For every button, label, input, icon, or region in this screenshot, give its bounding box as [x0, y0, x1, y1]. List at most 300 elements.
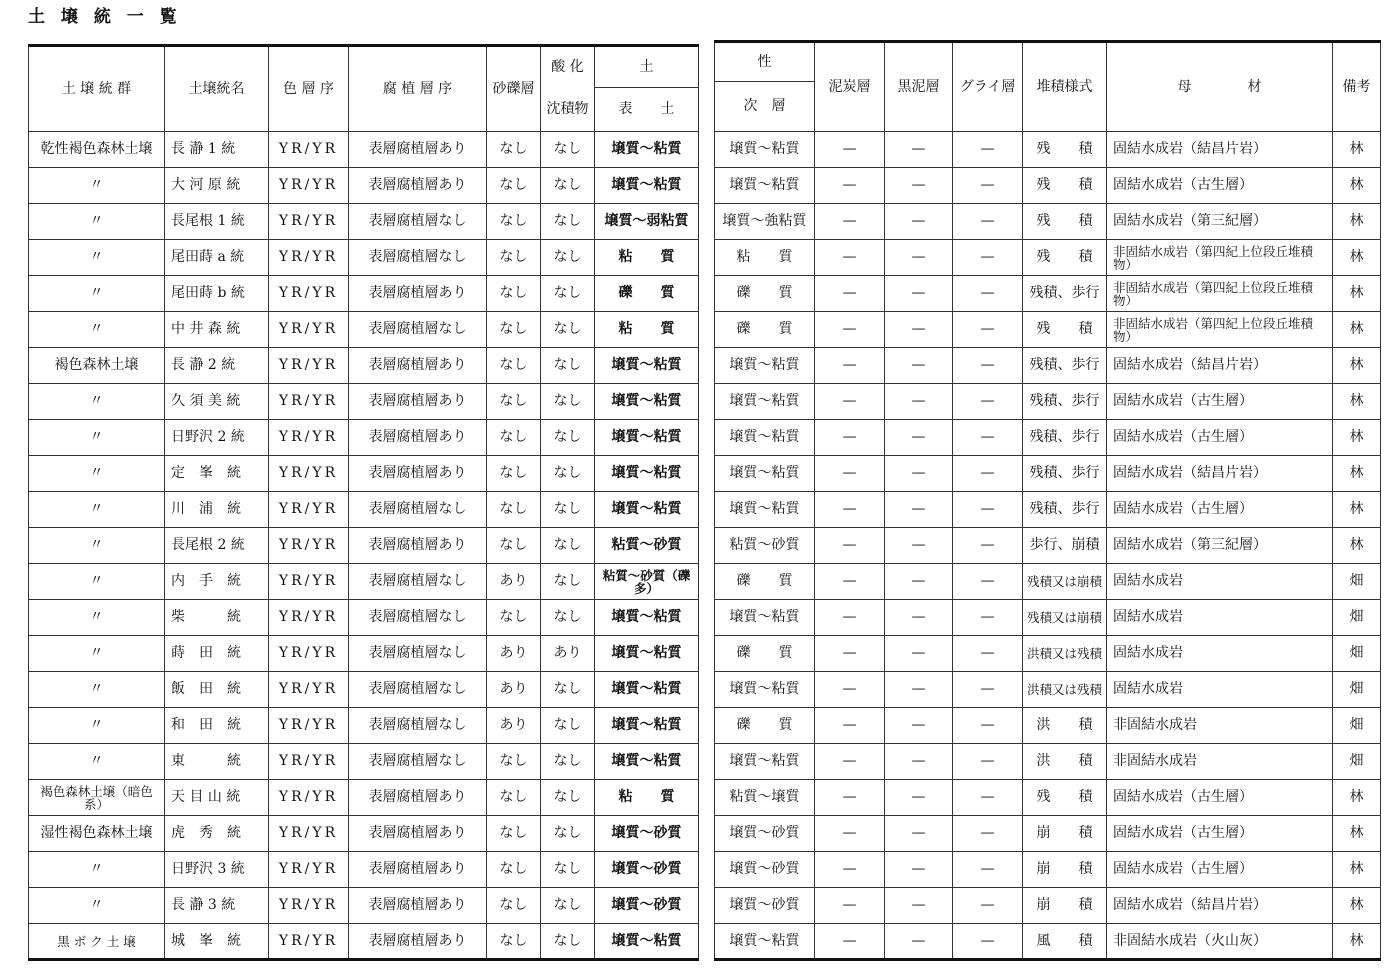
cell-topsoil: 壌質～粘質	[595, 636, 699, 672]
cell-black-mud-layer: —	[885, 528, 953, 564]
cell-oxidation-deposit: なし	[541, 492, 595, 528]
page-title: 土 壌 統 一 覧	[28, 7, 182, 27]
cell-topsoil: 壌質～粘質	[595, 492, 699, 528]
cell-parent-material: 固結水成岩（古生層）	[1107, 852, 1333, 888]
cell-note: 林	[1333, 204, 1381, 240]
cell-topsoil: 壌質～粘質	[595, 132, 699, 168]
table-row	[715, 420, 1381, 456]
cell-series-name: 定 峯 統	[165, 456, 269, 492]
cell-note: 林	[1333, 312, 1381, 348]
cell-humus-sequence: 表層腐植層あり	[349, 924, 487, 960]
cell-note: 林	[1333, 168, 1381, 204]
cell-oxidation-deposit: なし	[541, 240, 595, 276]
cell-deposit-mode: 洪積又は残積	[1023, 672, 1107, 708]
table-row	[29, 564, 699, 600]
right-table-body	[715, 132, 1381, 960]
cell-topsoil: 粘質～砂質（礫多）	[595, 564, 699, 600]
cell-series-name: 長 瀞 2 統	[165, 348, 269, 384]
table-row	[715, 492, 1381, 528]
cell-black-mud-layer: —	[885, 852, 953, 888]
cell-peat-layer: —	[815, 708, 885, 744]
cell-oxidation-deposit: なし	[541, 888, 595, 924]
cell-black-mud-layer: —	[885, 744, 953, 780]
table-row	[29, 636, 699, 672]
cell-topsoil: 壌質～粘質	[595, 708, 699, 744]
cell-gravel-layer: なし	[487, 132, 541, 168]
cell-gley-layer: —	[953, 744, 1023, 780]
cell-deposit-mode: 残積、歩行	[1023, 276, 1107, 312]
cell-subsoil: 壌質～粘質	[715, 492, 815, 528]
cell-soil-group: 〃	[29, 672, 165, 708]
header-deposit-mode: 堆積様式	[1023, 42, 1107, 132]
table-row	[29, 276, 699, 312]
cell-gley-layer: —	[953, 816, 1023, 852]
cell-color-sequence: YR/YR	[269, 456, 349, 492]
cell-soil-group: 〃	[29, 564, 165, 600]
table-row	[29, 312, 699, 348]
cell-color-sequence: YR/YR	[269, 888, 349, 924]
cell-gravel-layer: なし	[487, 888, 541, 924]
cell-subsoil: 壌質～粘質	[715, 744, 815, 780]
cell-gravel-layer: なし	[487, 744, 541, 780]
cell-oxidation-deposit: なし	[541, 276, 595, 312]
cell-subsoil: 壌質～強粘質	[715, 204, 815, 240]
cell-parent-material: 固結水成岩	[1107, 636, 1333, 672]
cell-black-mud-layer: —	[885, 492, 953, 528]
cell-humus-sequence: 表層腐植層なし	[349, 240, 487, 276]
cell-gley-layer: —	[953, 636, 1023, 672]
cell-topsoil: 壌質～砂質	[595, 852, 699, 888]
cell-gley-layer: —	[953, 564, 1023, 600]
cell-oxidation-deposit: なし	[541, 204, 595, 240]
cell-gley-layer: —	[953, 132, 1023, 168]
header-black-mud-layer: 黒泥層	[885, 42, 953, 132]
cell-gravel-layer: なし	[487, 780, 541, 816]
cell-peat-layer: —	[815, 744, 885, 780]
header-humus-sequence: 腐 植 層 序	[349, 46, 487, 132]
cell-black-mud-layer: —	[885, 888, 953, 924]
cell-black-mud-layer: —	[885, 420, 953, 456]
cell-gravel-layer: なし	[487, 168, 541, 204]
cell-topsoil: 壌質～粘質	[595, 600, 699, 636]
table-row	[715, 816, 1381, 852]
cell-subsoil: 粘質～壌質	[715, 780, 815, 816]
cell-deposit-mode: 残積又は崩積	[1023, 600, 1107, 636]
left-table-body	[29, 132, 699, 960]
cell-note: 林	[1333, 888, 1381, 924]
cell-gley-layer: —	[953, 888, 1023, 924]
cell-humus-sequence: 表層腐植層あり	[349, 168, 487, 204]
cell-oxidation-deposit: なし	[541, 348, 595, 384]
header-subsoil: 次 層	[715, 82, 815, 132]
cell-black-mud-layer: —	[885, 132, 953, 168]
cell-soil-group: 〃	[29, 276, 165, 312]
cell-color-sequence: YR/YR	[269, 204, 349, 240]
cell-topsoil: 粘 質	[595, 780, 699, 816]
cell-oxidation-deposit: なし	[541, 456, 595, 492]
cell-topsoil: 粘質～砂質	[595, 528, 699, 564]
cell-note: 林	[1333, 780, 1381, 816]
cell-peat-layer: —	[815, 204, 885, 240]
header-note: 備考	[1333, 42, 1381, 132]
cell-humus-sequence: 表層腐植層なし	[349, 744, 487, 780]
cell-gravel-layer: なし	[487, 492, 541, 528]
cell-series-name: 長尾根 1 統	[165, 204, 269, 240]
cell-topsoil: 礫 質	[595, 276, 699, 312]
table-row	[29, 132, 699, 168]
cell-subsoil: 壌質～粘質	[715, 168, 815, 204]
cell-gravel-layer: あり	[487, 708, 541, 744]
cell-note: 林	[1333, 528, 1381, 564]
cell-humus-sequence: 表層腐植層あり	[349, 528, 487, 564]
cell-deposit-mode: 残 積	[1023, 168, 1107, 204]
table-row	[715, 276, 1381, 312]
cell-subsoil: 礫 質	[715, 708, 815, 744]
cell-series-name: 柴 統	[165, 600, 269, 636]
cell-subsoil: 礫 質	[715, 564, 815, 600]
cell-subsoil: 粘 質	[715, 240, 815, 276]
cell-black-mud-layer: —	[885, 384, 953, 420]
cell-peat-layer: —	[815, 924, 885, 960]
cell-oxidation-deposit: なし	[541, 708, 595, 744]
cell-oxidation-deposit: なし	[541, 852, 595, 888]
cell-subsoil: 壌質～粘質	[715, 348, 815, 384]
cell-topsoil: 壌質～粘質	[595, 456, 699, 492]
cell-gravel-layer: なし	[487, 456, 541, 492]
cell-gravel-layer: なし	[487, 276, 541, 312]
cell-topsoil: 粘 質	[595, 312, 699, 348]
cell-humus-sequence: 表層腐植層あり	[349, 420, 487, 456]
table-row	[715, 384, 1381, 420]
cell-peat-layer: —	[815, 816, 885, 852]
cell-oxidation-deposit: なし	[541, 672, 595, 708]
cell-soil-group: 〃	[29, 204, 165, 240]
table-row	[715, 348, 1381, 384]
table-row	[715, 168, 1381, 204]
cell-parent-material: 固結水成岩（古生層）	[1107, 492, 1333, 528]
table-row	[29, 708, 699, 744]
cell-deposit-mode: 崩 積	[1023, 852, 1107, 888]
cell-parent-material: 非固結水成岩	[1107, 708, 1333, 744]
cell-parent-material: 非固結水成岩（第四紀上位段丘堆積物）	[1107, 276, 1333, 312]
table-row	[29, 600, 699, 636]
cell-humus-sequence: 表層腐植層なし	[349, 672, 487, 708]
cell-deposit-mode: 洪 積	[1023, 744, 1107, 780]
cell-parent-material: 固結水成岩（結昌片岩）	[1107, 132, 1333, 168]
cell-note: 林	[1333, 384, 1381, 420]
cell-parent-material: 固結水成岩（古生層）	[1107, 384, 1333, 420]
cell-soil-group: 〃	[29, 528, 165, 564]
cell-peat-layer: —	[815, 276, 885, 312]
cell-humus-sequence: 表層腐植層あり	[349, 816, 487, 852]
header-soil-top: 土	[595, 46, 699, 88]
table-row	[29, 924, 699, 960]
cell-gravel-layer: なし	[487, 924, 541, 960]
cell-soil-group: 〃	[29, 492, 165, 528]
cell-soil-group: 褐色森林土壌	[29, 348, 165, 384]
table-row	[29, 348, 699, 384]
cell-humus-sequence: 表層腐植層なし	[349, 204, 487, 240]
table-row	[29, 672, 699, 708]
cell-soil-group: 〃	[29, 384, 165, 420]
cell-peat-layer: —	[815, 528, 885, 564]
cell-soil-group: 〃	[29, 456, 165, 492]
cell-soil-group: 〃	[29, 636, 165, 672]
header-nature: 性	[715, 42, 815, 82]
soil-series-table-right	[714, 40, 1381, 961]
table-row	[29, 420, 699, 456]
table-row	[29, 204, 699, 240]
cell-topsoil: 壌質～粘質	[595, 672, 699, 708]
cell-deposit-mode: 風 積	[1023, 924, 1107, 960]
table-row	[715, 888, 1381, 924]
cell-deposit-mode: 残積、歩行	[1023, 456, 1107, 492]
cell-color-sequence: YR/YR	[269, 348, 349, 384]
cell-deposit-mode: 残 積	[1023, 312, 1107, 348]
cell-note: 林	[1333, 924, 1381, 960]
cell-soil-group: 黒 ボ ク 土 壌	[29, 924, 165, 960]
cell-humus-sequence: 表層腐植層なし	[349, 492, 487, 528]
cell-note: 林	[1333, 852, 1381, 888]
cell-color-sequence: YR/YR	[269, 600, 349, 636]
cell-gley-layer: —	[953, 384, 1023, 420]
cell-humus-sequence: 表層腐植層あり	[349, 888, 487, 924]
cell-note: 林	[1333, 816, 1381, 852]
cell-soil-group: 〃	[29, 888, 165, 924]
cell-series-name: 内 手 統	[165, 564, 269, 600]
cell-humus-sequence: 表層腐植層なし	[349, 600, 487, 636]
cell-black-mud-layer: —	[885, 708, 953, 744]
cell-subsoil: 壌質～粘質	[715, 600, 815, 636]
cell-black-mud-layer: —	[885, 636, 953, 672]
cell-topsoil: 壌質～粘質	[595, 420, 699, 456]
cell-color-sequence: YR/YR	[269, 564, 349, 600]
soil-series-table-left	[28, 44, 699, 961]
header-topsoil: 表 土	[595, 88, 699, 132]
cell-gley-layer: —	[953, 852, 1023, 888]
cell-parent-material: 固結水成岩（第三紀層）	[1107, 204, 1333, 240]
cell-gley-layer: —	[953, 528, 1023, 564]
cell-note: 畑	[1333, 708, 1381, 744]
cell-subsoil: 粘質～砂質	[715, 528, 815, 564]
cell-note: 林	[1333, 420, 1381, 456]
cell-black-mud-layer: —	[885, 780, 953, 816]
cell-peat-layer: —	[815, 636, 885, 672]
cell-gravel-layer: なし	[487, 240, 541, 276]
cell-topsoil: 粘 質	[595, 240, 699, 276]
cell-series-name: 尾田蒔 b 統	[165, 276, 269, 312]
cell-deposit-mode: 残積、歩行	[1023, 420, 1107, 456]
cell-humus-sequence: 表層腐植層なし	[349, 564, 487, 600]
cell-oxidation-deposit: あり	[541, 636, 595, 672]
table-row	[715, 852, 1381, 888]
cell-series-name: 日野沢 2 統	[165, 420, 269, 456]
cell-peat-layer: —	[815, 420, 885, 456]
cell-series-name: 久 須 美 統	[165, 384, 269, 420]
cell-black-mud-layer: —	[885, 816, 953, 852]
cell-oxidation-deposit: なし	[541, 600, 595, 636]
cell-subsoil: 礫 質	[715, 312, 815, 348]
cell-deposit-mode: 残積、歩行	[1023, 384, 1107, 420]
cell-deposit-mode: 歩行、崩積	[1023, 528, 1107, 564]
cell-parent-material: 固結水成岩（結昌片岩）	[1107, 888, 1333, 924]
cell-color-sequence: YR/YR	[269, 780, 349, 816]
cell-peat-layer: —	[815, 564, 885, 600]
cell-peat-layer: —	[815, 672, 885, 708]
cell-series-name: 虎 秀 統	[165, 816, 269, 852]
cell-subsoil: 壌質～砂質	[715, 888, 815, 924]
cell-note: 林	[1333, 492, 1381, 528]
cell-black-mud-layer: —	[885, 672, 953, 708]
table-row	[715, 600, 1381, 636]
cell-humus-sequence: 表層腐植層あり	[349, 852, 487, 888]
cell-deposit-mode: 残積、歩行	[1023, 348, 1107, 384]
cell-note: 林	[1333, 348, 1381, 384]
table-row	[715, 132, 1381, 168]
cell-gley-layer: —	[953, 348, 1023, 384]
cell-humus-sequence: 表層腐植層なし	[349, 312, 487, 348]
cell-peat-layer: —	[815, 600, 885, 636]
cell-topsoil: 壌質～粘質	[595, 348, 699, 384]
cell-subsoil: 壌質～粘質	[715, 420, 815, 456]
cell-series-name: 天 目 山 統	[165, 780, 269, 816]
cell-gley-layer: —	[953, 312, 1023, 348]
cell-gravel-layer: あり	[487, 636, 541, 672]
cell-note: 林	[1333, 276, 1381, 312]
cell-gley-layer: —	[953, 168, 1023, 204]
table-row	[29, 528, 699, 564]
table-row	[715, 240, 1381, 276]
table-row	[29, 816, 699, 852]
cell-oxidation-deposit: なし	[541, 924, 595, 960]
cell-series-name: 長 瀞 1 統	[165, 132, 269, 168]
table-row	[29, 240, 699, 276]
cell-black-mud-layer: —	[885, 312, 953, 348]
cell-color-sequence: YR/YR	[269, 240, 349, 276]
cell-color-sequence: YR/YR	[269, 132, 349, 168]
cell-series-name: 尾田蒔 a 統	[165, 240, 269, 276]
cell-note: 林	[1333, 132, 1381, 168]
table-row	[29, 780, 699, 816]
cell-black-mud-layer: —	[885, 348, 953, 384]
cell-deposit-mode: 残積、歩行	[1023, 492, 1107, 528]
cell-parent-material: 非固結水成岩（火山灰）	[1107, 924, 1333, 960]
cell-oxidation-deposit: なし	[541, 744, 595, 780]
table-row	[29, 852, 699, 888]
cell-series-name: 和 田 統	[165, 708, 269, 744]
cell-parent-material: 固結水成岩（結昌片岩）	[1107, 456, 1333, 492]
cell-gley-layer: —	[953, 204, 1023, 240]
cell-subsoil: 壌質～粘質	[715, 924, 815, 960]
cell-gley-layer: —	[953, 420, 1023, 456]
cell-series-name: 蒔 田 統	[165, 636, 269, 672]
cell-gravel-layer: なし	[487, 816, 541, 852]
cell-note: 林	[1333, 240, 1381, 276]
cell-parent-material: 固結水成岩（古生層）	[1107, 168, 1333, 204]
cell-topsoil: 壌質～粘質	[595, 168, 699, 204]
cell-soil-group: 〃	[29, 312, 165, 348]
cell-note: 畑	[1333, 672, 1381, 708]
cell-oxidation-deposit: なし	[541, 780, 595, 816]
cell-soil-group: 褐色森林土壌（暗色系）	[29, 780, 165, 816]
cell-color-sequence: YR/YR	[269, 852, 349, 888]
cell-color-sequence: YR/YR	[269, 636, 349, 672]
cell-subsoil: 壌質～粘質	[715, 132, 815, 168]
table-row	[29, 384, 699, 420]
cell-color-sequence: YR/YR	[269, 168, 349, 204]
table-row	[29, 492, 699, 528]
cell-color-sequence: YR/YR	[269, 672, 349, 708]
cell-oxidation-deposit: なし	[541, 384, 595, 420]
cell-subsoil: 壌質～砂質	[715, 816, 815, 852]
cell-oxidation-deposit: なし	[541, 168, 595, 204]
cell-subsoil: 壌質～粘質	[715, 672, 815, 708]
cell-humus-sequence: 表層腐植層あり	[349, 276, 487, 312]
cell-series-name: 川 浦 統	[165, 492, 269, 528]
cell-humus-sequence: 表層腐植層あり	[349, 348, 487, 384]
cell-series-name: 東 統	[165, 744, 269, 780]
cell-color-sequence: YR/YR	[269, 744, 349, 780]
cell-black-mud-layer: —	[885, 204, 953, 240]
cell-note: 畑	[1333, 600, 1381, 636]
cell-humus-sequence: 表層腐植層あり	[349, 780, 487, 816]
cell-peat-layer: —	[815, 456, 885, 492]
cell-black-mud-layer: —	[885, 924, 953, 960]
cell-gley-layer: —	[953, 708, 1023, 744]
cell-parent-material: 非固結水成岩（第四紀上位段丘堆積物）	[1107, 240, 1333, 276]
cell-soil-group: 〃	[29, 744, 165, 780]
cell-gravel-layer: なし	[487, 204, 541, 240]
header-peat-layer: 泥炭層	[815, 42, 885, 132]
cell-peat-layer: —	[815, 240, 885, 276]
cell-deposit-mode: 残積又は崩積	[1023, 564, 1107, 600]
header-oxidation-top: 酸 化	[541, 46, 595, 88]
cell-oxidation-deposit: なし	[541, 564, 595, 600]
cell-note: 林	[1333, 456, 1381, 492]
cell-topsoil: 壌質～弱粘質	[595, 204, 699, 240]
cell-note: 畑	[1333, 744, 1381, 780]
cell-deposit-mode: 崩 積	[1023, 816, 1107, 852]
cell-black-mud-layer: —	[885, 168, 953, 204]
cell-black-mud-layer: —	[885, 456, 953, 492]
table-row	[715, 528, 1381, 564]
cell-oxidation-deposit: なし	[541, 420, 595, 456]
cell-gravel-layer: なし	[487, 312, 541, 348]
cell-series-name: 中 井 森 統	[165, 312, 269, 348]
cell-soil-group: 〃	[29, 168, 165, 204]
cell-black-mud-layer: —	[885, 276, 953, 312]
cell-humus-sequence: 表層腐植層あり	[349, 456, 487, 492]
cell-gley-layer: —	[953, 672, 1023, 708]
cell-subsoil: 壌質～砂質	[715, 852, 815, 888]
table-row	[715, 924, 1381, 960]
cell-peat-layer: —	[815, 312, 885, 348]
cell-gley-layer: —	[953, 780, 1023, 816]
cell-parent-material: 固結水成岩（結昌片岩）	[1107, 348, 1333, 384]
cell-soil-group: 〃	[29, 708, 165, 744]
cell-gravel-layer: なし	[487, 600, 541, 636]
cell-series-name: 日野沢 3 統	[165, 852, 269, 888]
table-row	[715, 564, 1381, 600]
header-parent-material: 母 材	[1107, 42, 1333, 132]
cell-color-sequence: YR/YR	[269, 312, 349, 348]
cell-note: 畑	[1333, 636, 1381, 672]
table-row	[715, 744, 1381, 780]
table-row	[715, 636, 1381, 672]
table-row	[29, 888, 699, 924]
cell-soil-group: 〃	[29, 852, 165, 888]
table-row	[29, 744, 699, 780]
